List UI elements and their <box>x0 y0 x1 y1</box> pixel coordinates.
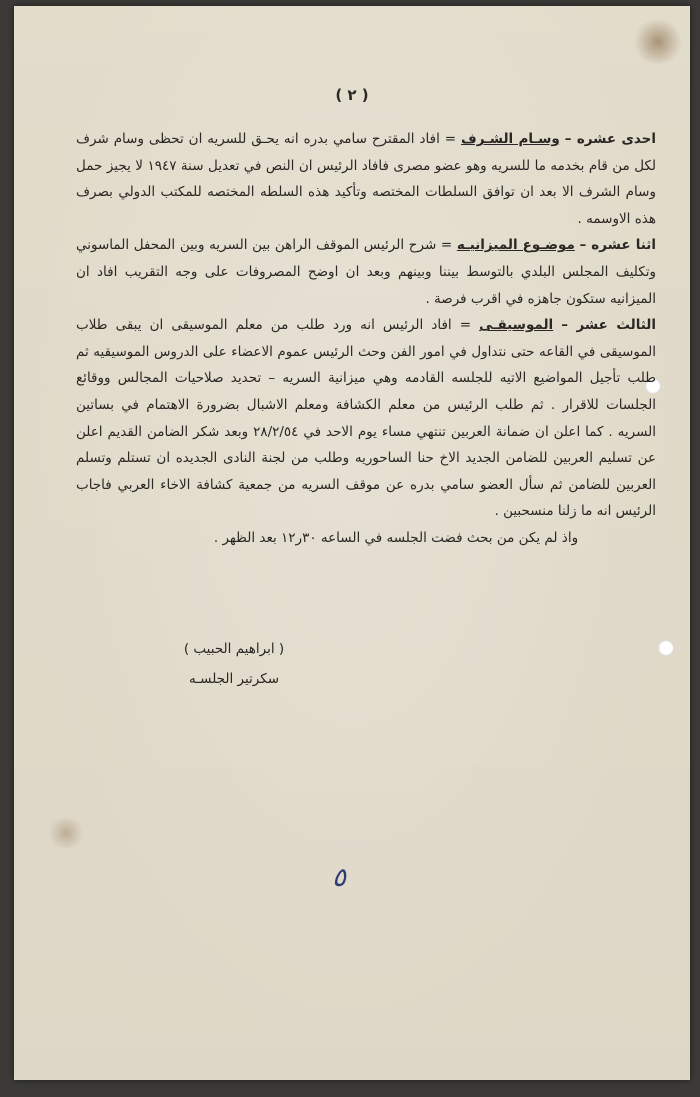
item-subject: موضـوع الميزانيـه <box>456 237 575 254</box>
item-text: = افاد الرئيس انه ورد طلب من معلم الموسيقى ان يبقى طلاب الموسيقى في القاعه حتى نتداول في امور الفن وحث الرئيس عموم الاعضاء على الدروس الموسيقيه ثم طلب تأجيل المواضيع الاتيه للجلسه القادمه وهي ميزانية السريه – تحديد صلاحيات المجالس ووقائع الجلسات للاقرار . ثم طلب الرئيس من معلم الكشافة ومعلم الاشبال بضرورة الاهتمام في بساتين السريه . كما اعلن ان ضمانة العربين تنتهي مساء يوم الاحد في ٢٨/٢/٥٤ وبعد شكر الضامن القديم اعلن عن تسليم العربين للضامن الجديد الاخ حنا الساحوريه وطلب من لجنة النادى الجديده ان تستلم وتسلم العربين للضامن ثم سأل العضو سامي بدره عن موقف السريه من جمعية كشافة الاخاء العربي فاجاب الرئيس انه ما زلنا منسحبين . <box>76 317 656 520</box>
stain-top-right <box>632 20 684 64</box>
punch-hole-lower <box>658 640 674 656</box>
item-subject: وسـام الشـرف <box>461 131 560 147</box>
closing-line: واذ لم يكن من بحث فضت الجلسه في الساعه ٣٠ر١٢ بعد الظهر . <box>213 529 579 546</box>
signatory-title: سكرتير الجلسـه <box>188 671 280 687</box>
item-text: = شرح الرئيس الموقف الراهن بين السريه وبين المحفل الماسوني وتكليف المجلس البلدي بالتوسط بيننا وبينهم وبعد ان اوضح المصروفات على وجه التقريب افاد ان الميزانيه ستكون جاهزه في اقرب فرصة . <box>76 237 656 307</box>
signatory-name: ( ابراهيم الحبيب ) <box>183 641 285 657</box>
signature-block <box>149 634 319 694</box>
item-subject: الموسيقـى <box>479 317 554 334</box>
item-lead: احدى عشره – <box>564 131 657 147</box>
paper-sheet <box>14 6 690 1080</box>
handwritten-mark: ٥ <box>332 863 346 893</box>
item-thirteen <box>76 312 656 525</box>
minutes-body <box>76 126 656 552</box>
item-lead: اثنا عشره – <box>579 237 656 254</box>
item-text: = افاد المقترح سامي بدره انه يحـق للسريه ان تحظى وسام شرف لكل من قام بخدمه ما للسريه وهو عضو مصرى فافاد الرئيس ان النص في تعديل سنة ١٩٤٧ لا يجيز حمل وسام الشرف الا بعد ان توافق السلطات المختصه وتأكيد هذه السلطه المختصه للمكتب الدولي بصرف هذه الاوسمه . <box>76 131 656 227</box>
item-twelve <box>76 232 656 312</box>
stain-left <box>46 818 86 848</box>
page-number: ( ٢ ) <box>335 86 369 104</box>
item-lead: الثالث عشر – <box>561 317 656 334</box>
item-eleven <box>76 126 656 232</box>
